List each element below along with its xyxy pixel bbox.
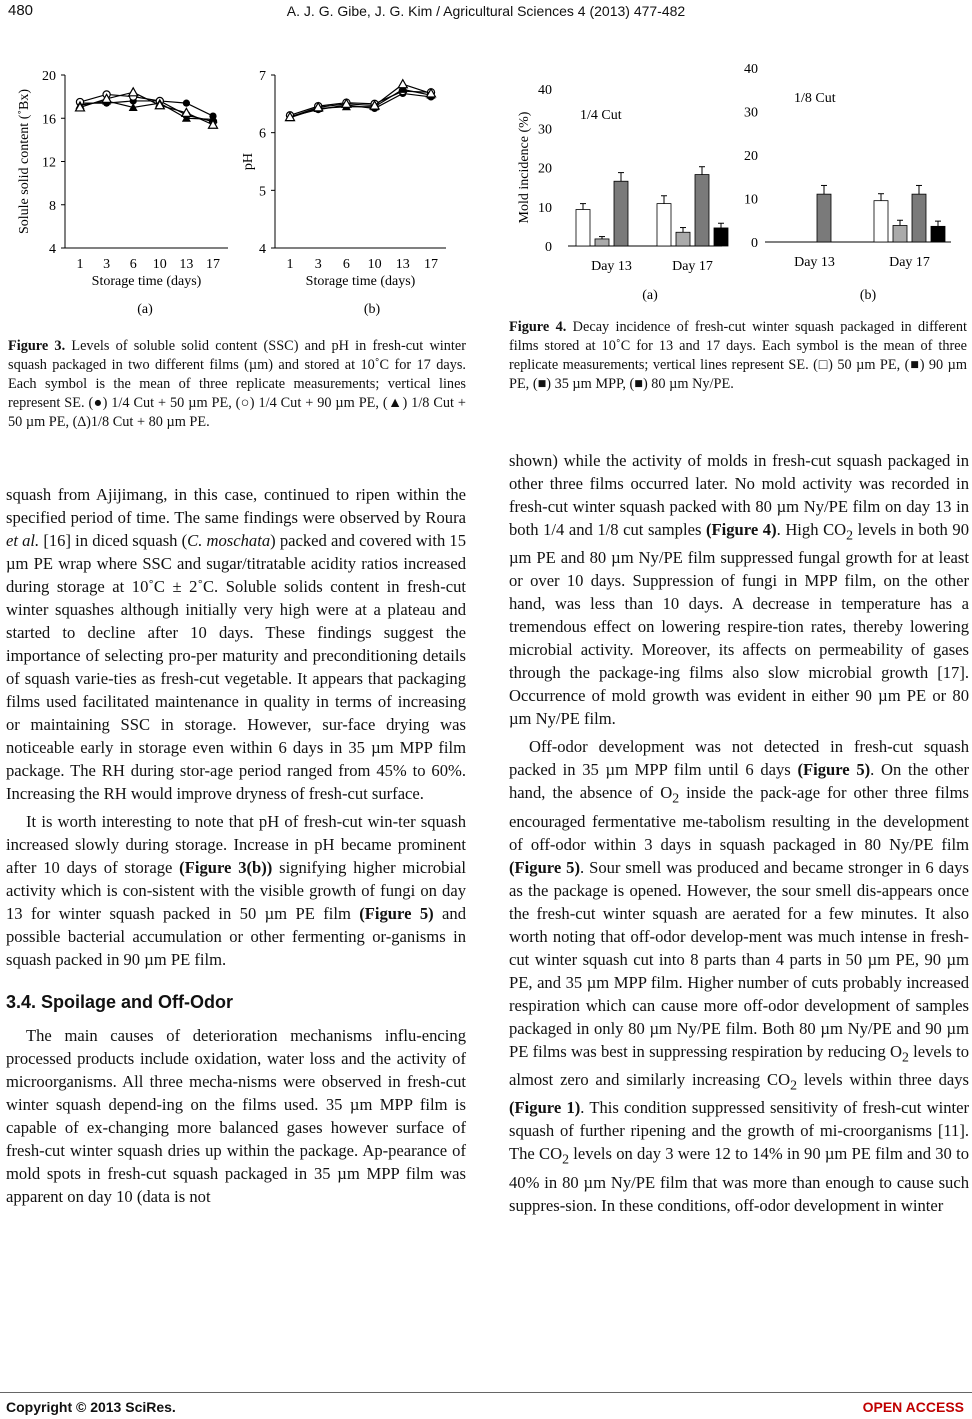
x-category-label: Day 17 <box>672 259 713 274</box>
y-tick-label: 7 <box>259 69 266 84</box>
cut-annotation: 1/8 Cut <box>794 91 836 106</box>
series-line <box>80 101 213 116</box>
left-paragraph-1: squash from Ajijimang, in this case, continued to ripen within the specified period of time. The same findings were observed by Roura et al. [16] in diced squash (C. moschata) packed and covered with 15 µm PE wrap where SSC and sugar/titratable acidity ratios increased during storage at 10˚C ± 2˚C. Soluble solids content in fresh-cut winter squashes although initially very high were at a plateau and started to decline after 10 days. These findings suggest the importance of selecting pro-per maturity and preconditioning details of squash varie-ties as fresh-cut vegetable. It appears that packaging films used facilitated maintenance in quality in terms of increasing or maintaining SSC in storage. However, sur-face drying was noticeable early in storage even within 6 days in 35 µm MPP film package. The RH during stor-age period ranged from 45% to 60%. Increasing the RH would improve dryness of fresh-cut surface. <box>6 485 466 803</box>
bar <box>817 194 831 242</box>
data-point <box>183 100 190 107</box>
bar <box>576 209 590 246</box>
x-category-label: Day 13 <box>591 259 632 274</box>
series-line <box>290 84 431 117</box>
figure3a-chart <box>17 69 228 289</box>
figure3-panel-a-label: (a) <box>137 302 153 317</box>
bar <box>695 175 709 246</box>
y-tick-label: 10 <box>538 200 552 216</box>
y-tick-label: 30 <box>538 122 552 138</box>
x-tick-label: 17 <box>206 257 220 272</box>
figure4a-chart <box>517 83 728 274</box>
figure3b-chart <box>241 69 446 289</box>
figure3-charts <box>0 55 480 320</box>
series-line <box>80 92 213 124</box>
bar <box>614 181 628 246</box>
y-axis-label: Mold incidence (%) <box>517 111 532 224</box>
bar <box>657 204 671 246</box>
y-tick-label: 20 <box>538 161 552 177</box>
y-tick-label: 6 <box>259 126 266 142</box>
x-tick-label: 10 <box>152 257 167 272</box>
x-tick-label: 17 <box>424 257 438 272</box>
y-axis-label: Solule solid content (˚Bx) <box>17 88 32 235</box>
data-point <box>129 88 138 96</box>
bar <box>676 232 690 246</box>
figure4b-chart <box>744 62 951 270</box>
x-tick-label: 6 <box>342 257 350 272</box>
y-tick-label: 20 <box>42 69 56 84</box>
right-column <box>509 449 969 1217</box>
x-axis-label: Storage time (days) <box>91 274 202 289</box>
section-heading: 3.4. Spoilage and Off-Odor <box>6 992 234 1012</box>
x-axis-label: Storage time (days) <box>305 274 416 289</box>
footer-rule <box>0 1392 972 1393</box>
figure4-panel-a-label: (a) <box>642 288 658 303</box>
right-paragraph-1: shown) while the activity of molds in fresh-cut squash packaged in other three films occurred later. No mold activity was recorded in fresh-cut winter squash packed with 80 µm Ny/PE film on day 13 in both 1/4 and 1/8 cut samples (Figure 4). High $CO_2$ levels in both 90 µm PE and 80 µm Ny/PE film suppressed fungal growth for at least or over 10 days. Suppression of fungi in MPP film, on the other hand, was less than 10 days. A decrease in temperature has a tremendous effect on lowering respire-tion rates, thereby lowering microbial activity. Moreover, its affects on permeability of gases through the package-ing films also slow microbial growth [17]. Occurrence of mold growth was evident in either 90 µm PE or 80 µm Ny/PE film. <box>509 451 970 729</box>
figure4-charts <box>500 55 972 305</box>
x-category-label: Day 17 <box>889 255 930 270</box>
x-tick-label: 3 <box>314 257 322 272</box>
y-tick-label: 5 <box>259 184 266 200</box>
cut-annotation: 1/4 Cut <box>580 108 622 123</box>
bar <box>714 228 728 246</box>
y-tick-label: 4 <box>259 242 266 257</box>
left-paragraph-2: It is worth interesting to note that pH of fresh-cut win-ter squash increased slowly during storage. Increase in pH became prominent after 10 days of storage (Figure 3(b)) signifying higher microbial activity which is con-sistent with the visible growth of fungi on day 13 for winter squash packed in 50 µm PE film (Figure 5) and possible bacterial accumulation or other fermenting or-ganisms in squash packed in 90 µm PE film. <box>6 812 467 969</box>
figure3-panel-b-label: (b) <box>363 302 381 317</box>
y-tick-label: 20 <box>744 149 758 164</box>
right-paragraph-2: Off-odor development was not detected in fresh-cut squash packed in 35 µm MPP film until 6 days (Figure 5). On the other hand, the absence of $O_2$ inside the pack-age for other three films encouraged fermentative me-tabolism resulting in the development of off-odor within 3 days in squash packaged in 80 Ny/PE film (Figure 5). Sour smell was produced and became stronger in 6 days as the package is opened. However, the sour smell dis-appears once the fresh-cut winter squash are aerated for a few minutes. It also worth noting that off-odor develop-ment was much intense in fresh-cut winter squash cut into 8 parts than 4 parts in 50 µm PE, 90 µm PE, and 35 µm MPP film. Higher number of cuts probably increased respiration which can cause more off-odor development of samples packaged in only 80 µm Ny/PE film. Both 80 µm Ny/PE and 90 µm PE films was best in suppressing respiration by reducing $O_2$ levels to almost zero and similarly increasing $CO_2$ levels within three days (Figure 1). This condition suppressed sensitivity of fresh-cut winter squash of further ripening and the growth of mi-croorganisms [11]. The $CO_2$ levels on day 3 were 12 to 14% in 90 µm PE film and 30 to 40% in 80 µm Ny/PE film that was more than enough to cause such suppres-sion. In these conditions, off-odor development in winter <box>509 737 969 1215</box>
figure4-panel-b-label: (b) <box>859 288 877 303</box>
y-tick-label: 30 <box>744 105 758 121</box>
running-header: A. J. G. Gibe, J. G. Kim / Agricultural Sciences 4 (2013) 477-482 <box>286 3 686 19</box>
figure4-caption: Figure 4. Decay incidence of fresh-cut winter squash packaged in different films stored at 10˚C for 13 and 17 days. Each symbol is the mean of three replicate measurements; vertical lines represent SE. (□) 50 µm PE, (■) 90 µm PE, (■) 35 µm MPP, (■) 80 µm Ny/PE. <box>509 319 967 392</box>
bar <box>595 239 609 246</box>
x-tick-label: 3 <box>103 257 111 272</box>
x-tick-label: 6 <box>129 257 137 272</box>
bar <box>931 226 945 242</box>
x-tick-label: 13 <box>179 257 194 272</box>
y-tick-label: 4 <box>49 242 56 257</box>
footer-open-access: OPEN ACCESS <box>862 1399 964 1415</box>
x-tick-label: 13 <box>395 257 410 272</box>
bar <box>893 225 907 242</box>
left-paragraph-3: The main causes of deterioration mechanisms influ-encing processed products include oxidation, water loss and the activity of microorganisms. All three mecha-nisms were observed in fresh-cut winter squash depend-ing on the films used. 35 µm MPP film is capable of ex-changing more balanced gases however surface of fresh-cut winter squash dries up within the package. Ap-pearance of mold spots in fresh-cut squash packaged in 35 µm MPP film was apparent on day 10 (data is not <box>6 1026 466 1206</box>
x-tick-label: 10 <box>367 257 382 272</box>
y-tick-label: 0 <box>545 240 552 255</box>
y-tick-label: 40 <box>744 62 758 77</box>
bar <box>912 194 926 242</box>
x-category-label: Day 13 <box>794 255 835 270</box>
footer-copyright: Copyright © 2013 SciRes. <box>6 1399 176 1415</box>
figure3-caption: Figure 3. Levels of soluble solid content (SSC) and pH in fresh-cut winter squash packaged in two different films (µm) and stored at 10˚C for 17 days. Each symbol is the mean of three replicate measurements; vertical lines represent SE. (●) 1/4 Cut + 50 µm PE, (○) 1/4 Cut + 90 µm PE, (▲) 1/8 Cut + 50 µm PE, (∆)1/8 Cut + 80 µm PE. <box>8 338 466 430</box>
y-tick-label: 12 <box>42 155 56 171</box>
y-tick-label: 8 <box>49 198 56 214</box>
y-tick-label: 10 <box>744 192 758 208</box>
y-tick-label: 40 <box>538 83 552 98</box>
left-column <box>6 483 466 1208</box>
y-tick-label: 0 <box>751 236 758 251</box>
y-axis-label: pH <box>241 152 256 171</box>
bar <box>874 201 888 242</box>
data-point <box>398 80 407 88</box>
y-tick-label: 16 <box>42 112 56 128</box>
x-tick-label: 1 <box>76 257 84 272</box>
x-tick-label: 1 <box>286 257 294 272</box>
page-number: 480 <box>8 2 34 19</box>
